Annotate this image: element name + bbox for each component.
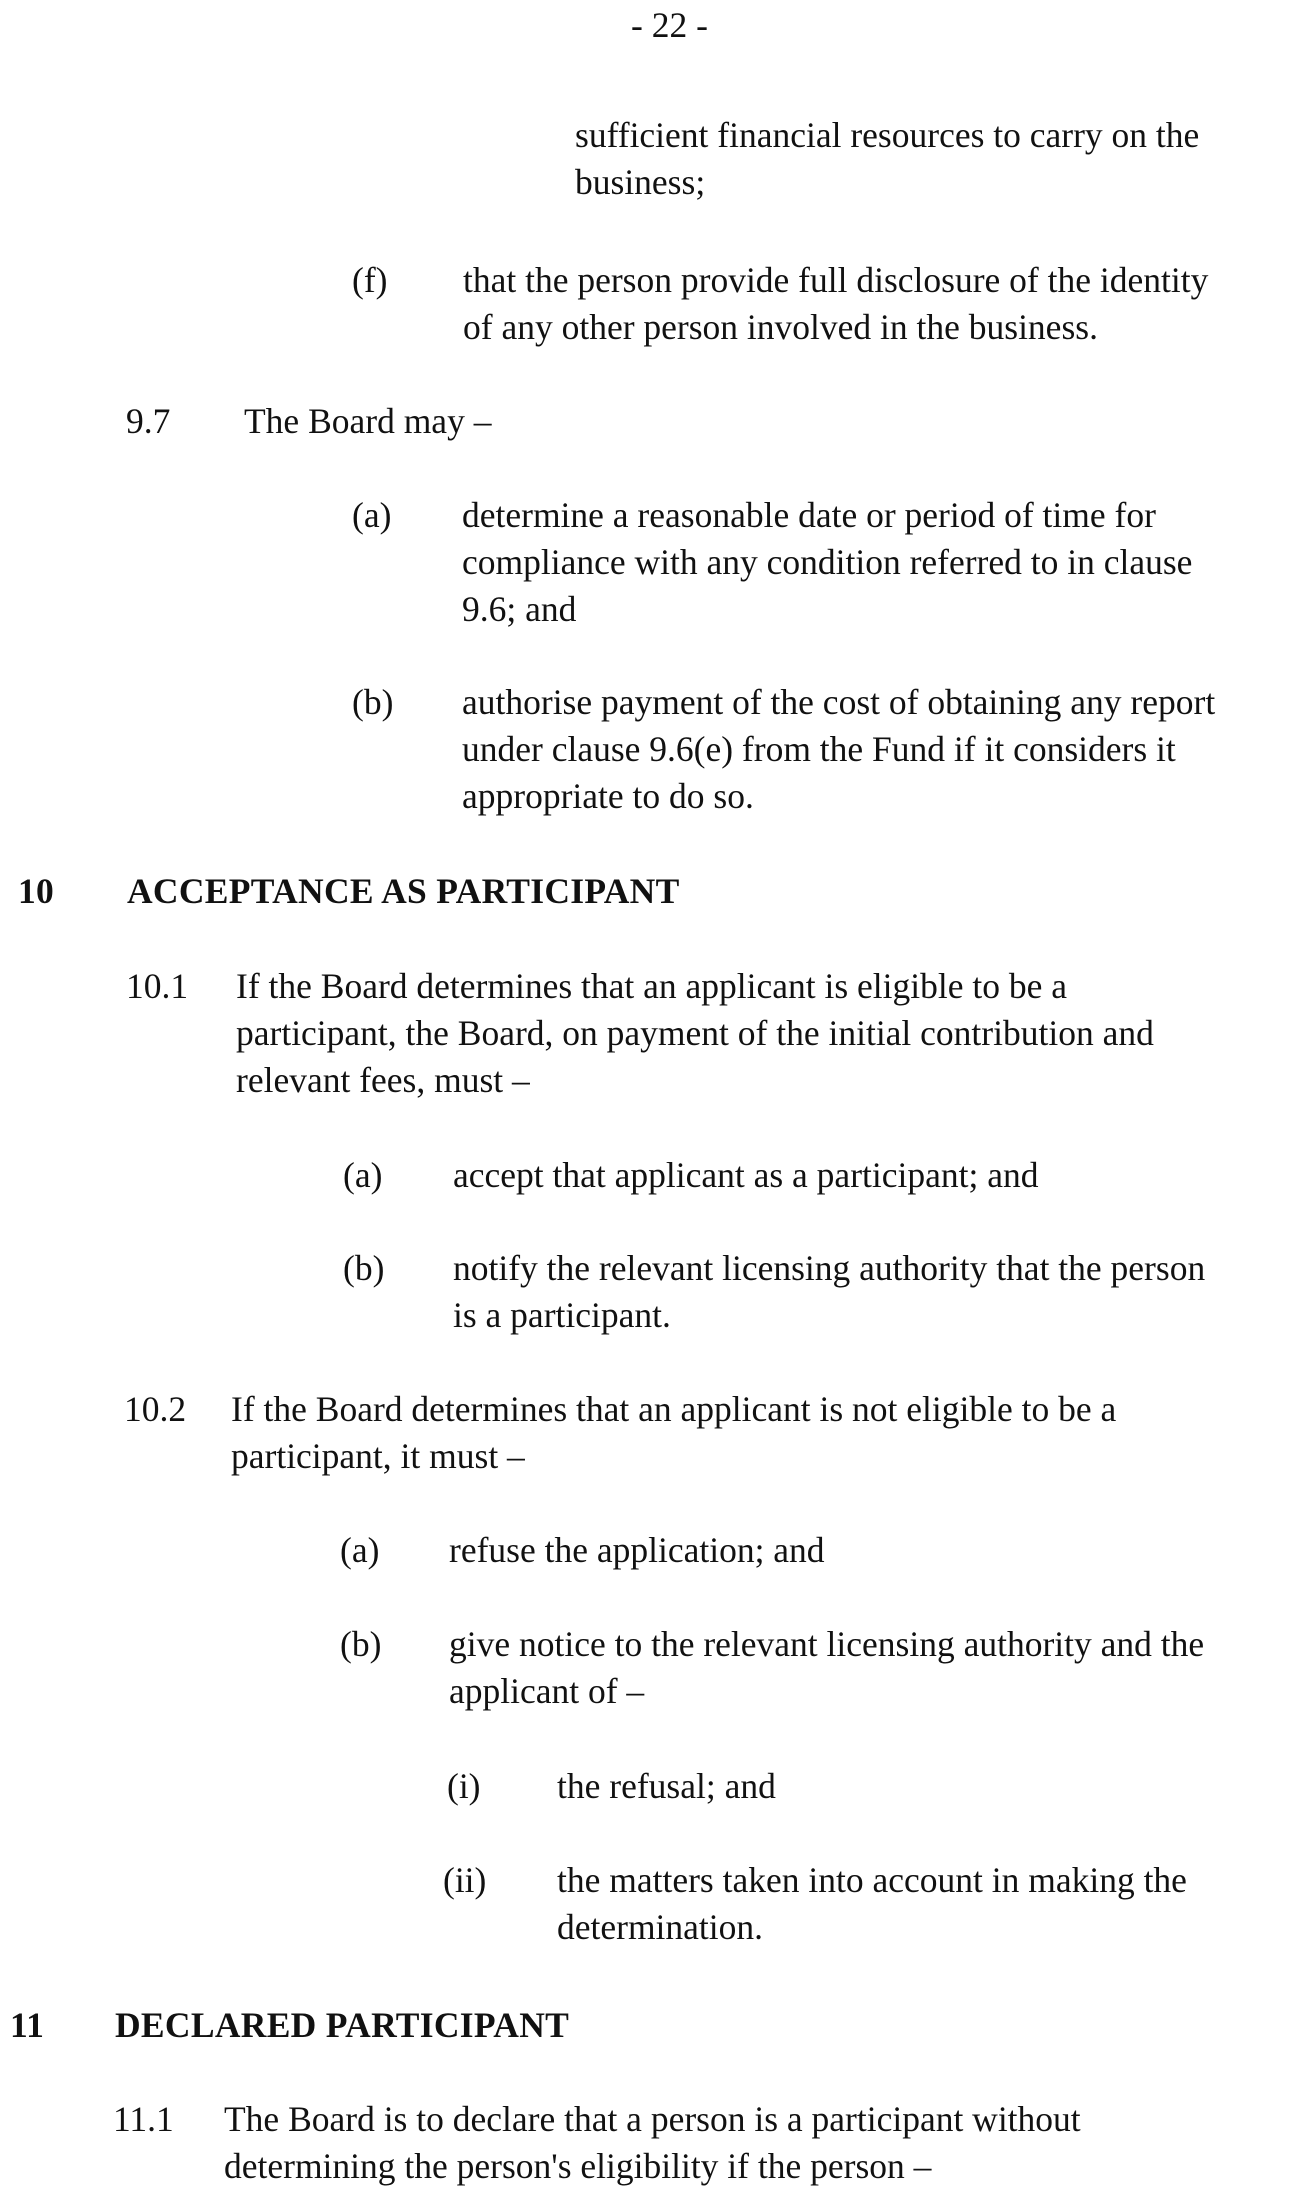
- item-label-b: (b): [343, 1248, 385, 1288]
- text-line: If the Board determines that an applicant is not eligible to be a: [231, 1389, 1117, 1429]
- item-text-f: [463, 257, 1208, 351]
- text-line: determine a reasonable date or period of time for: [462, 495, 1156, 535]
- text-line: notify the relevant licensing authority that the person: [453, 1248, 1206, 1288]
- item-label-a: (a): [340, 1530, 380, 1570]
- clause-text-9-7: The Board may –: [244, 401, 492, 441]
- text-line: is a participant.: [453, 1295, 671, 1335]
- section-number-10: 10: [18, 871, 55, 911]
- subitem-label-i: (i): [447, 1766, 481, 1806]
- clause-text-10-2: [231, 1386, 1116, 1480]
- clause-number-10-2: 10.2: [124, 1389, 187, 1429]
- item-label-a: (a): [352, 495, 392, 535]
- text-line: relevant fees, must –: [236, 1060, 530, 1100]
- text-line: The Board is to declare that a person is a participant without: [224, 2099, 1081, 2139]
- text-line: that the person provide full disclosure of the identity: [463, 260, 1209, 300]
- text-line: determination.: [557, 1907, 764, 1947]
- clause-text-10-1: [236, 963, 1154, 1104]
- text-line: refuse the application; and: [449, 1530, 825, 1570]
- subitem-text-i: [557, 1763, 776, 1810]
- text-line: compliance with any condition referred to in clause: [462, 542, 1193, 582]
- item-text-b: [453, 1245, 1205, 1339]
- item-label-a: (a): [343, 1155, 383, 1195]
- clause-number-11-1: 11.1: [113, 2099, 174, 2139]
- item-text-a: [453, 1152, 1038, 1199]
- clause-number-10-1: 10.1: [126, 966, 189, 1006]
- text-line: applicant of –: [449, 1671, 645, 1711]
- text-line: under clause 9.6(e) from the Fund if it considers it: [462, 729, 1176, 769]
- text-line: the matters taken into account in making the: [557, 1860, 1187, 1900]
- text-line: of any other person involved in the business.: [463, 307, 1098, 347]
- text-line: accept that applicant as a participant; and: [453, 1155, 1039, 1195]
- section-title-10: ACCEPTANCE AS PARTICIPANT: [127, 871, 680, 911]
- text-line: give notice to the relevant licensing authority and the: [449, 1624, 1205, 1664]
- text-line: appropriate to do so.: [462, 776, 754, 816]
- subitem-label-ii: (ii): [443, 1860, 487, 1900]
- text-line: the refusal; and: [557, 1766, 776, 1806]
- subitem-text-ii: [557, 1857, 1187, 1951]
- text-line: sufficient financial resources to carry on the: [575, 115, 1200, 155]
- item-text-b: [462, 679, 1215, 820]
- continuation-text: [575, 112, 1199, 206]
- clause-number-9-7: 9.7: [126, 401, 171, 441]
- item-label-f: (f): [352, 260, 388, 300]
- page-number: - 22 -: [631, 5, 708, 45]
- item-label-b: (b): [352, 682, 394, 722]
- item-text-a: [462, 492, 1192, 633]
- item-label-b: (b): [340, 1624, 382, 1664]
- text-line: determining the person's eligibility if the person –: [224, 2146, 932, 2186]
- section-number-11: 11: [10, 2005, 45, 2045]
- text-line: participant, the Board, on payment of the initial contribution and: [236, 1013, 1154, 1053]
- item-text-b: [449, 1621, 1204, 1715]
- clause-text-11-1: [224, 2096, 1081, 2190]
- text-line: 9.6; and: [462, 589, 577, 629]
- section-title-11: DECLARED PARTICIPANT: [115, 2005, 570, 2045]
- text-line: authorise payment of the cost of obtaining any report: [462, 682, 1216, 722]
- text-line: business;: [575, 162, 706, 202]
- text-line: participant, it must –: [231, 1436, 525, 1476]
- text-line: If the Board determines that an applicant is eligible to be a: [236, 966, 1068, 1006]
- item-text-a: [449, 1527, 825, 1574]
